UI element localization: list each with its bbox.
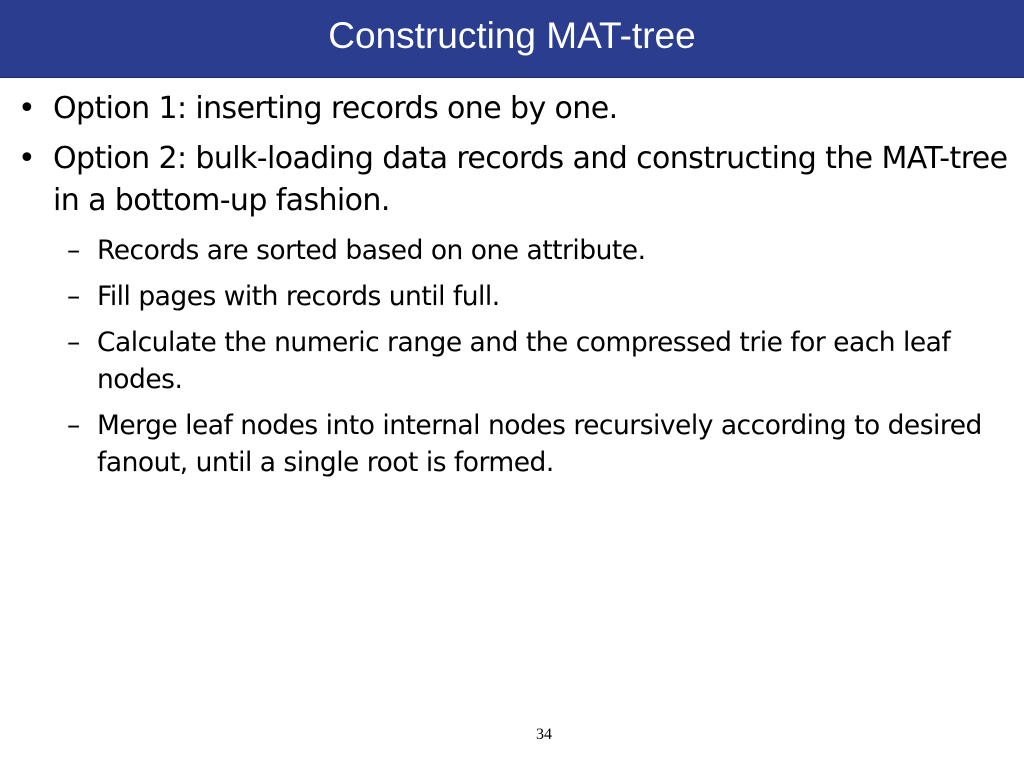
- sub-bullet-item: [0, 232, 1024, 269]
- sub-bullet-text: Records are sorted based on one attribute.: [97, 235, 646, 266]
- bullet-marker: •: [18, 141, 36, 176]
- title-bar: [0, 0, 1024, 78]
- sub-bullet-item: [0, 407, 1024, 481]
- sub-bullet-marker: –: [67, 281, 81, 312]
- sub-bullet-text: Fill pages with records until full.: [97, 281, 500, 312]
- bullet-text: Option 2: bulk-loading data records and constructing the MAT-tree in a bottom-up fashion.: [53, 141, 1008, 218]
- bullet-marker: •: [18, 91, 36, 126]
- sub-bullet-marker: –: [67, 327, 81, 358]
- slide-title: Constructing MAT-tree: [328, 15, 696, 56]
- page-number: 34: [536, 726, 552, 743]
- sub-bullet-marker: –: [67, 410, 81, 441]
- bullet-item: [0, 138, 1024, 222]
- slide-body: [0, 88, 1024, 481]
- sub-bullet-text: Merge leaf nodes into internal nodes recursively according to desired fanout, until a single root is formed.: [97, 410, 982, 478]
- bullet-item: [0, 88, 1024, 130]
- bullet-text: Option 1: inserting records one by one.: [53, 91, 618, 126]
- sub-bullet-text: Calculate the numeric range and the compressed trie for each leaf nodes.: [97, 327, 951, 395]
- sub-bullet-marker: –: [67, 235, 81, 266]
- sub-bullet-item: [0, 324, 1024, 398]
- sub-bullet-item: [0, 278, 1024, 315]
